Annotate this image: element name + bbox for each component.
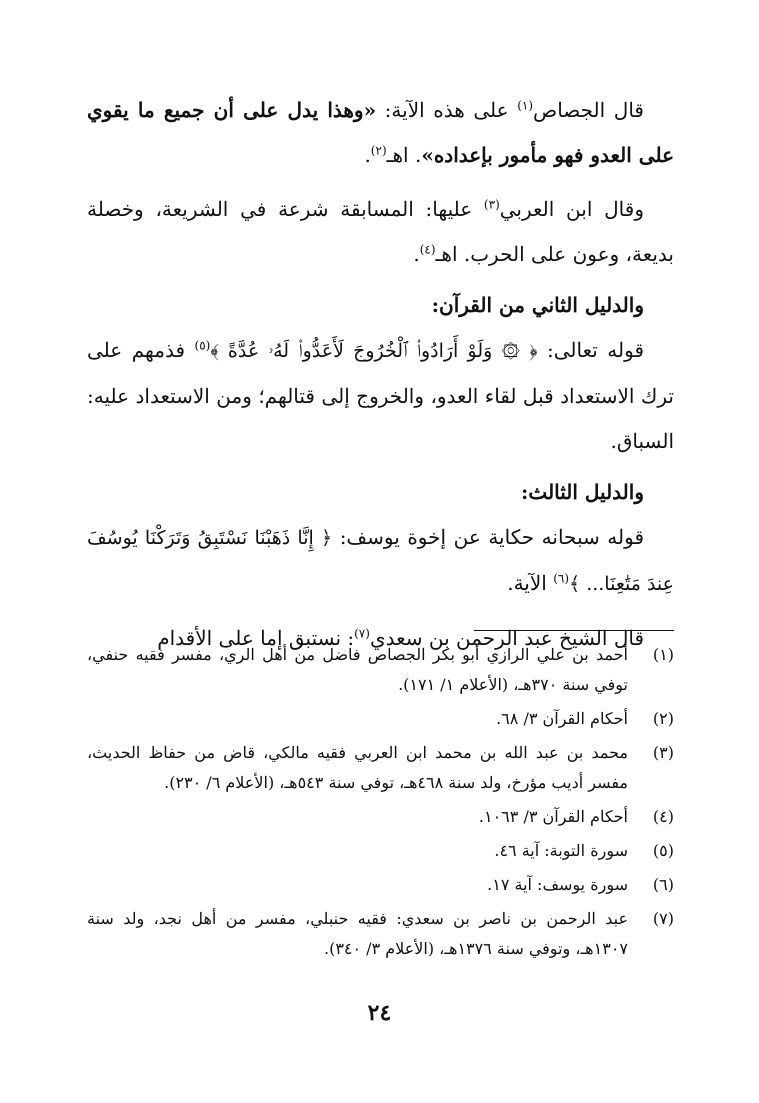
footnote-text: أحكام القرآن ٣/ ٦٨. (496, 709, 628, 728)
text-run: . اهـ (386, 143, 422, 167)
footnote-divider (474, 630, 674, 631)
footnote-number: (١) (652, 645, 674, 664)
footnotes (87, 640, 674, 968)
paragraph-ibn-arabi (87, 187, 674, 277)
quran-verse: ﴿ ۞ وَلَوْ أَرَادُوا۟ ٱلْخُرُوجَ لَأَعَدُّوا۟ لَهُۥ عُدَّةً ﴾ (210, 340, 538, 362)
heading-third-evidence: والدليل الثالث: (521, 480, 644, 504)
text-run: قال الجصاص (533, 98, 644, 122)
footnote-number: (٣) (652, 743, 674, 762)
footnote-text: سورة يوسف: آية ١٧. (487, 875, 628, 894)
text-run: وقال ابن العربي (499, 197, 644, 221)
footnote (87, 802, 674, 832)
text-run: على هذه الآية: (376, 98, 518, 122)
quran-verse: ﴿ إِنَّا ذَهَبْنَا نَسْتَبِقُ وَتَرَكْنَا يُوسُفَ عِندَ مَتَٰعِنَا... ﴾ (87, 527, 674, 595)
paragraph-verse-yusuf (87, 515, 674, 607)
text-run: فذمهم على ترك الاستعداد قبل لقاء العدو، والخروج إلى قتالهم؛ ومن الاستعداد عليه: السباق. (87, 338, 674, 453)
footnote-number: (٧) (652, 909, 674, 928)
text-run: . (364, 143, 371, 167)
footnote-number: (٤) (652, 807, 674, 826)
footnote-number: (٦) (652, 875, 674, 894)
text-run: عليها: المسابقة شرعة في الشريعة، وخصلة بديعة، وعون على الحرب. اهـ (87, 197, 674, 266)
footnote-ref: (٢) (370, 143, 387, 158)
paragraph-verse-tawbah (87, 328, 674, 464)
heading-second-evidence: والدليل الثاني من القرآن: (431, 293, 644, 317)
footnote-ref: (٧) (354, 626, 370, 641)
footnote-ref: (٦) (553, 571, 570, 586)
footnote-ref: (٣) (483, 197, 500, 212)
footnote (87, 870, 674, 900)
footnote-ref: (١) (517, 98, 534, 113)
text-run: قوله سبحانه حكاية عن إخوة يوسف: (332, 525, 644, 549)
footnote-ref: (٥) (194, 338, 211, 353)
text-run: . (413, 242, 420, 266)
footnote-number: (٥) (652, 841, 674, 860)
footnote-text: عبد الرحمن بن ناصر بن سعدي: فقيه حنبلي، مفسر من أهل نجد، ولد سنة ١٣٠٧هـ، وتوفي سنة ١٣٧٦هـ، (الأعلام ٣/ ٣٤٠). (87, 909, 628, 958)
footnote-number: (٢) (652, 709, 674, 728)
paragraph-jassas (87, 88, 674, 178)
footnote-text: أحمد بن علي الرازي أبو بكر الجصاص فاضل من أهل الري، مفسر فقيه حنفي، توفي سنة ٣٧٠هـ، (الأعلام ١/ ١٧١). (87, 645, 628, 694)
text-run: قوله تعالى: (537, 338, 645, 362)
text-run: الآية. (507, 571, 554, 595)
footnote (87, 738, 674, 798)
footnote-text: أحكام القرآن ٣/ ١٠٦٣. (478, 807, 628, 826)
footnote-ref: (٤) (419, 242, 436, 257)
text-run: : نستبق إما على الأقدام (157, 626, 355, 650)
footnote (87, 836, 674, 866)
quotation: «وهذا يدل على أن جميع ما يقوي على العدو فهو مأمور بإعداده» (87, 98, 674, 167)
footnote-text: محمد بن عبد الله بن محمد ابن العربي فقيه مالكي، قاض من حفاظ الحديث، مفسر أديب مؤرخ، ولد سنة ٤٦٨هـ، توفي سنة ٥٤٣هـ، (الأعلام ٦/ ٢٣٠). (87, 743, 628, 792)
footnote (87, 640, 674, 700)
footnote (87, 904, 674, 964)
footnote-text: سورة التوبة: آية ٤٦. (494, 841, 628, 860)
page-number: ٢٤ (367, 1000, 392, 1026)
text-run: قال الشيخ عبد الرحمن بن سعدي (369, 626, 644, 650)
main-text (87, 88, 674, 661)
footnote (87, 704, 674, 734)
